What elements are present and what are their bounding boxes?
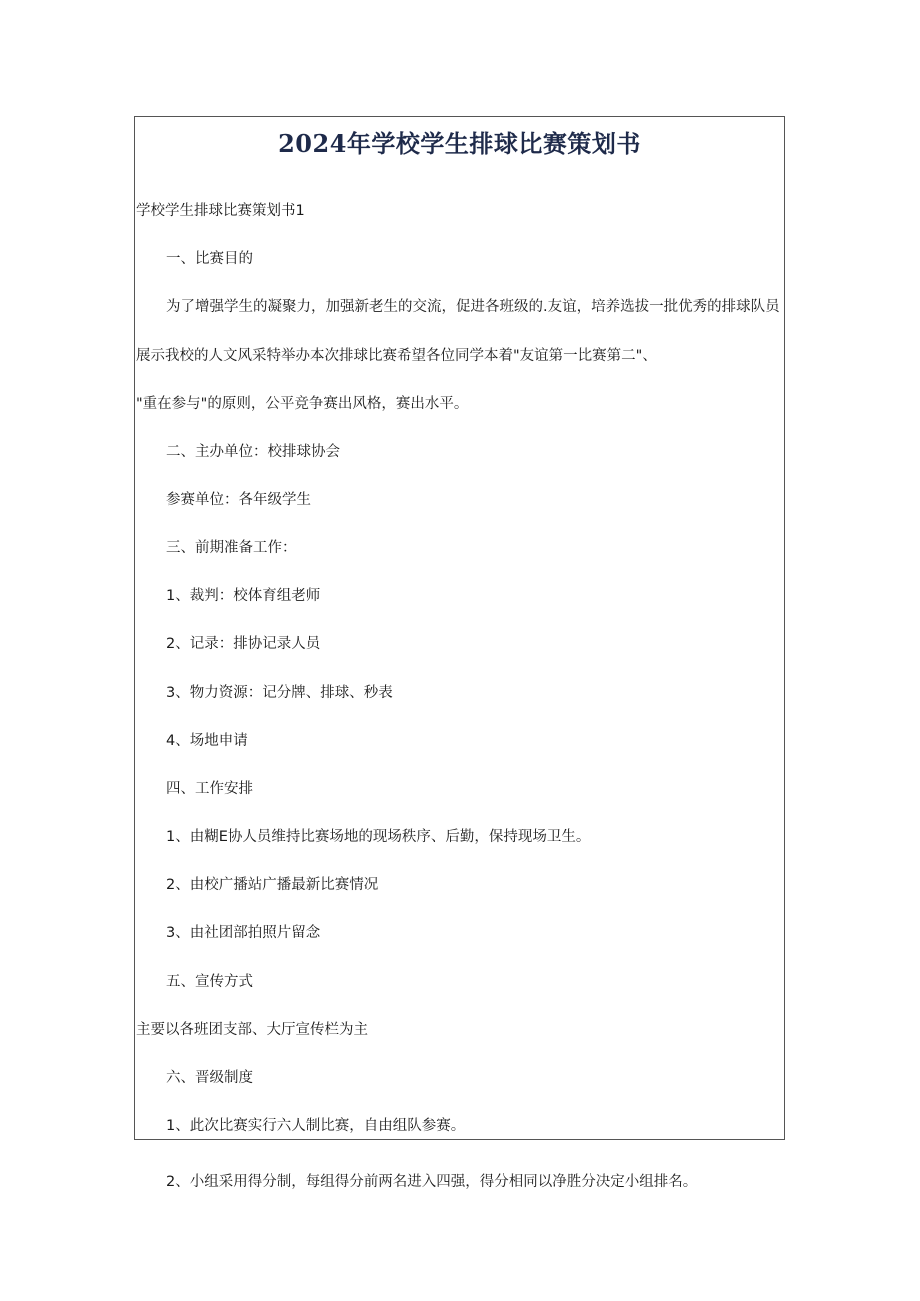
paragraph-line: "重在参与"的原则，公平竞争赛出风格，赛出水平。 xyxy=(136,396,469,412)
section-heading-organizer: 二、主办单位：校排球协会 xyxy=(166,444,340,460)
list-item: 1、此次比赛实行六人制比赛，自由组队参赛。 xyxy=(166,1118,466,1134)
paragraph-line: 主要以各班团支部、大厅宣传栏为主 xyxy=(136,1022,368,1038)
list-item: 2、记录：排协记录人员 xyxy=(166,636,321,652)
section-heading-promotion: 六、晋级制度 xyxy=(166,1070,253,1086)
list-item: 1、裁判：校体育组老师 xyxy=(166,588,321,604)
list-item: 1、由糊E协人员维持比赛场地的现场秩序、后勤，保持现场卫生。 xyxy=(166,829,591,845)
list-item: 3、物力资源：记分牌、排球、秒表 xyxy=(166,685,393,701)
list-item: 4、场地申请 xyxy=(166,733,248,749)
section-heading-plan-1: 学校学生排球比赛策划书1 xyxy=(136,203,305,219)
paragraph-line: 参赛单位：各年级学生 xyxy=(166,492,311,508)
list-item: 2、由校广播站广播最新比赛情况 xyxy=(166,877,379,893)
document-title: 2024年学校学生排球比赛策划书 xyxy=(278,129,641,158)
section-heading-preparation: 三、前期准备工作： xyxy=(166,540,297,556)
section-heading-purpose: 一、比赛目的 xyxy=(166,251,253,267)
section-heading-publicity: 五、宣传方式 xyxy=(166,974,253,990)
list-item: 3、由社团部拍照片留念 xyxy=(166,925,321,941)
paragraph-line: 展示我校的人文风采特举办本次排球比赛希望各位同学本着"友谊第一比赛第二"、 xyxy=(136,348,657,364)
list-item: 2、小组采用得分制，每组得分前两名进入四强，得分相同以净胜分决定小组排名。 xyxy=(166,1174,698,1190)
section-heading-arrangement: 四、工作安排 xyxy=(166,781,253,797)
paragraph-line: 为了增强学生的凝聚力，加强新老生的交流，促进各班级的.友谊，培养选拔一批优秀的排球队员 xyxy=(166,299,780,315)
